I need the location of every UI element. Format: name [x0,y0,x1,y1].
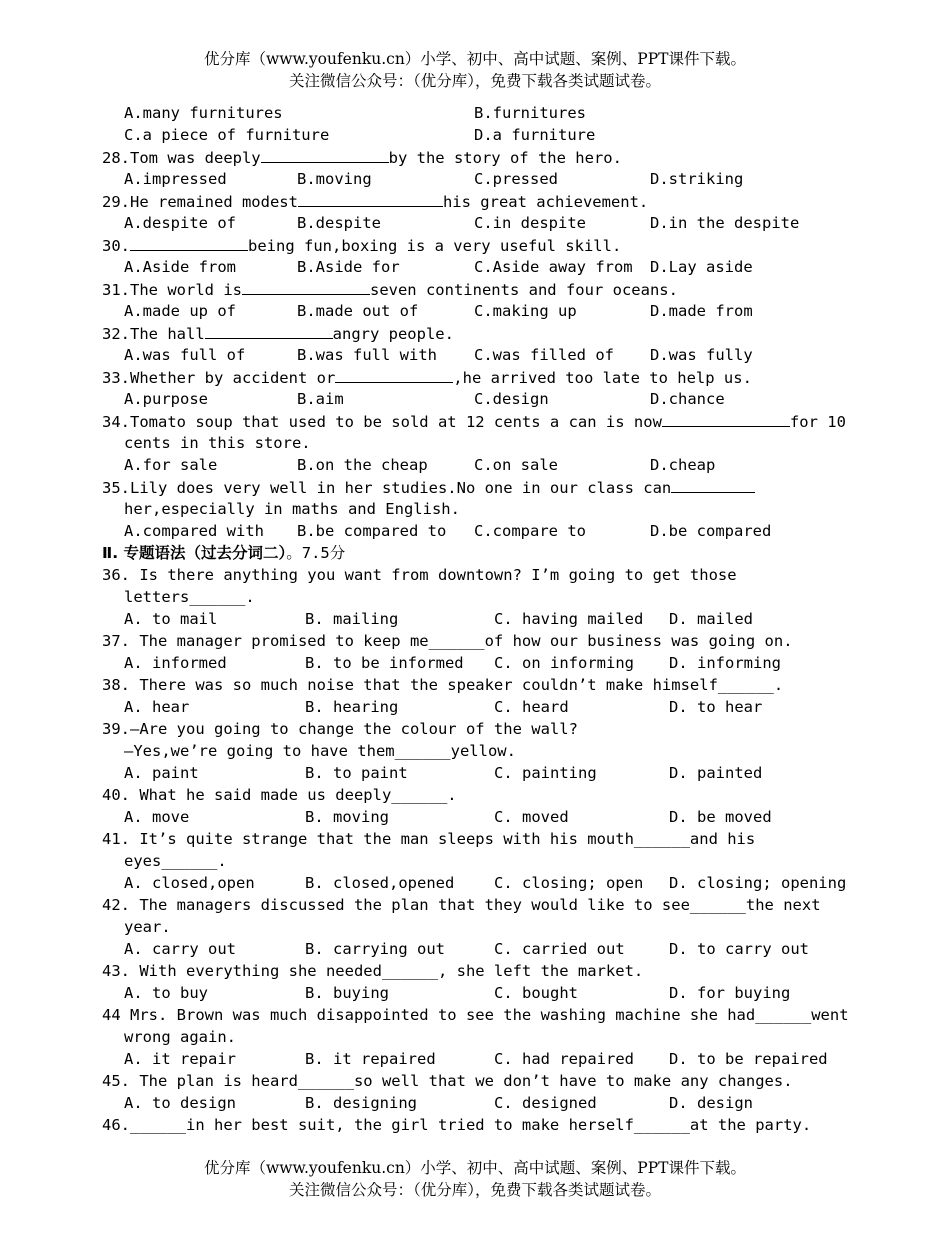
q32-option-d: D.was fully [650,346,753,364]
q32-text-post: angry people. [332,325,454,343]
section-points: 。7.5分 [286,544,346,562]
q44-stem: 44 Mrs. Brown was much disappointed to see the washing machine she had______went [102,1006,849,1024]
q29-option-b: B.despite [297,214,381,232]
q30-text-pre: 30. [102,237,130,255]
q35-stem-cont: her,especially in maths and English. [124,500,460,518]
q28-option-b: B.moving [297,170,372,188]
q27-option-d: D.a furniture [474,126,596,144]
q29-text-post: his great achievement. [442,193,649,211]
q31-text-pre: 31.The world is [102,281,242,299]
q30-option-c: C.Aside away from [474,258,633,276]
q36-option-a: A. to mail [124,610,218,628]
q40-option-b: B. moving [305,808,389,826]
q37-option-d: D. informing [669,654,781,672]
q29-stem [102,190,872,212]
q34-options [102,454,872,476]
q34-option-d: D.cheap [650,456,716,474]
q46-stem: 46.______in her best suit, the girl tried to make herself______at the party. [102,1116,812,1134]
q38-options [102,696,872,718]
q29-option-c: C.in despite [474,214,586,232]
q28-options [102,168,872,190]
q40-options [102,806,872,828]
q44-option-a: A. it repair [124,1050,236,1068]
q30-options [102,256,872,278]
q33-text-pre: 33.Whether by accident or [102,369,336,387]
q39-option-b: B. to paint [305,764,408,782]
footer-line-1: 优分库（www.youfenku.cn）小学、初中、高中试题、案例、PPT课件下载。 [203,1159,747,1177]
q43-options [102,982,872,1004]
q27-option-b: B.furnitures [474,104,586,122]
q43-option-a: A. to buy [124,984,208,1002]
answer-blank [261,146,389,163]
q37-options [102,652,872,674]
q40-option-c: C. moved [494,808,569,826]
q43-stem: 43. With everything she needed______, she left the market. [102,962,644,980]
q35-options [102,520,872,542]
q33-option-c: C.design [474,390,549,408]
q34-stem-cont: cents in this store. [124,434,311,452]
q41-options [102,872,872,894]
answer-blank [298,190,443,207]
q29-option-a: A.despite of [124,214,236,232]
q38-stem: 38. There was so much noise that the speaker couldn’t make himself______. [102,676,784,694]
q41-option-d: D. closing; opening [669,874,847,892]
q27-option-c: C.a piece of furniture [124,126,330,144]
q41-stem-cont: eyes______. [124,852,227,870]
q34-option-b: B.on the cheap [297,456,428,474]
q45-option-d: D. design [669,1094,753,1112]
q36-option-c: C. having mailed [494,610,644,628]
q33-text-post: ,he arrived too late to help us. [453,369,752,387]
q38-option-a: A. hear [124,698,190,716]
q41-stem: 41. It’s quite strange that the man sleeps with his mouth______and his [102,830,756,848]
q34-stem [102,410,872,432]
q35-option-c: C.compare to [474,522,586,540]
q28-text-post: by the story of the hero. [388,149,622,167]
q29-text-pre: 29.He remained modest [102,193,298,211]
q42-stem-cont: year. [124,918,171,936]
q43-option-b: B. buying [305,984,389,1002]
q36-stem: 36. Is there anything you want from downtown? I’m going to get those [102,566,737,584]
q28-option-d: D.striking [650,170,744,188]
q44-stem-cont: wrong again. [124,1028,236,1046]
q43-option-d: D. for buying [669,984,791,1002]
q32-option-b: B.was full with [297,346,437,364]
q30-stem [102,234,872,256]
q36-option-b: B. mailing [305,610,399,628]
q44-option-c: C. had repaired [494,1050,634,1068]
page-header [0,48,950,92]
q31-option-b: B.made out of [297,302,419,320]
q31-stem [102,278,872,300]
q34-option-c: C.on sale [474,456,558,474]
q35-stem [102,476,872,498]
q32-text-pre: 32.The hall [102,325,205,343]
q34-text-pre: 34.Tomato soup that used to be sold at 12 cents a can is now [102,413,662,431]
q36-stem-cont: letters______. [124,588,255,606]
q28-option-a: A.impressed [124,170,227,188]
q29-option-d: D.in the despite [650,214,800,232]
page-footer [0,1157,950,1201]
q38-option-d: D. to hear [669,698,763,716]
q27-options-row2 [102,124,872,146]
q41-option-b: B. closed,opened [305,874,455,892]
q39-option-a: A. paint [124,764,199,782]
q37-option-a: A. informed [124,654,227,672]
q35-option-d: D.be compared [650,522,772,540]
q31-option-d: D.made from [650,302,753,320]
q32-options [102,344,872,366]
q31-option-a: A.made up of [124,302,236,320]
q45-option-b: B. designing [305,1094,417,1112]
q35-option-b: B.be compared to [297,522,447,540]
q31-options [102,300,872,322]
q43-option-c: C. bought [494,984,578,1002]
section-heading [102,542,872,564]
q41-option-c: C. closing; open [494,874,644,892]
answer-blank [242,278,370,295]
q30-option-d: D.Lay aside [650,258,753,276]
answer-blank [205,322,333,339]
q38-option-b: B. hearing [305,698,399,716]
q35-option-a: A.compared with [124,522,264,540]
q40-stem: 40. What he said made us deeply______. [102,786,457,804]
q44-option-b: B. it repaired [305,1050,436,1068]
q28-option-c: C.pressed [474,170,558,188]
q35-text-pre: 35.Lily does very well in her studies.No one in our class can [102,479,672,497]
footer-line-2: 关注微信公众号：（优分库），免费下载各类试题试卷。 [288,1181,661,1199]
q42-option-b: B. carrying out [305,940,445,958]
q45-stem: 45. The plan is heard______so well that we don’t have to make any changes. [102,1072,793,1090]
q44-option-d: D. to be repaired [669,1050,828,1068]
q39-stem-cont: —Yes,we’re going to have them______yellow. [124,742,516,760]
q45-option-a: A. to design [124,1094,236,1112]
q28-stem [102,146,872,168]
q39-option-c: C. painting [494,764,597,782]
answer-blank [335,366,453,383]
q41-option-a: A. closed,open [124,874,255,892]
q45-options [102,1092,872,1114]
q27-option-a: A.many furnitures [124,104,283,122]
q42-stem: 42. The managers discussed the plan that they would like to see______the next [102,896,821,914]
answer-blank [671,476,755,493]
q39-options [102,762,872,784]
q40-option-d: D. be moved [669,808,772,826]
q39-stem: 39.—Are you going to change the colour of the wall? [102,720,578,738]
q36-option-d: D. mailed [669,610,753,628]
q38-option-c: C. heard [494,698,569,716]
header-line-1: 优分库（www.youfenku.cn）小学、初中、高中试题、案例、PPT课件下载。 [203,50,747,68]
q32-stem [102,322,872,344]
q30-option-a: A.Aside from [124,258,236,276]
q37-option-b: B. to be informed [305,654,464,672]
q34-option-a: A.for sale [124,456,218,474]
q32-option-c: C.was filled of [474,346,614,364]
section-title: Ⅱ. 专题语法（过去分词二） [102,544,287,562]
q42-option-d: D. to carry out [669,940,809,958]
q45-option-c: C. designed [494,1094,597,1112]
q33-option-b: B.aim [297,390,344,408]
q42-option-a: A. carry out [124,940,236,958]
q36-options [102,608,872,630]
q42-option-c: C. carried out [494,940,625,958]
q44-options [102,1048,872,1070]
answer-blank [662,410,790,427]
q37-option-c: C. on informing [494,654,634,672]
question-list [102,102,872,1136]
q27-options-row1 [102,102,872,124]
q33-option-d: D.chance [650,390,725,408]
q34-text-post: for 10 [789,413,846,431]
q30-option-b: B.Aside for [297,258,400,276]
q32-option-a: A.was full of [124,346,246,364]
answer-blank [130,234,248,251]
q31-text-post: seven continents and four oceans. [369,281,678,299]
q28-text-pre: 28.Tom was deeply [102,149,261,167]
q33-option-a: A.purpose [124,390,208,408]
q29-options [102,212,872,234]
q33-options [102,388,872,410]
q30-text-post: being fun,boxing is a very useful skill. [248,237,622,255]
q40-option-a: A. move [124,808,190,826]
q37-stem: 37. The manager promised to keep me______of how our business was going on. [102,632,793,650]
q31-option-c: C.making up [474,302,577,320]
q42-options [102,938,872,960]
q33-stem [102,366,872,388]
q39-option-d: D. painted [669,764,763,782]
header-line-2: 关注微信公众号：（优分库），免费下载各类试题试卷。 [288,72,661,90]
